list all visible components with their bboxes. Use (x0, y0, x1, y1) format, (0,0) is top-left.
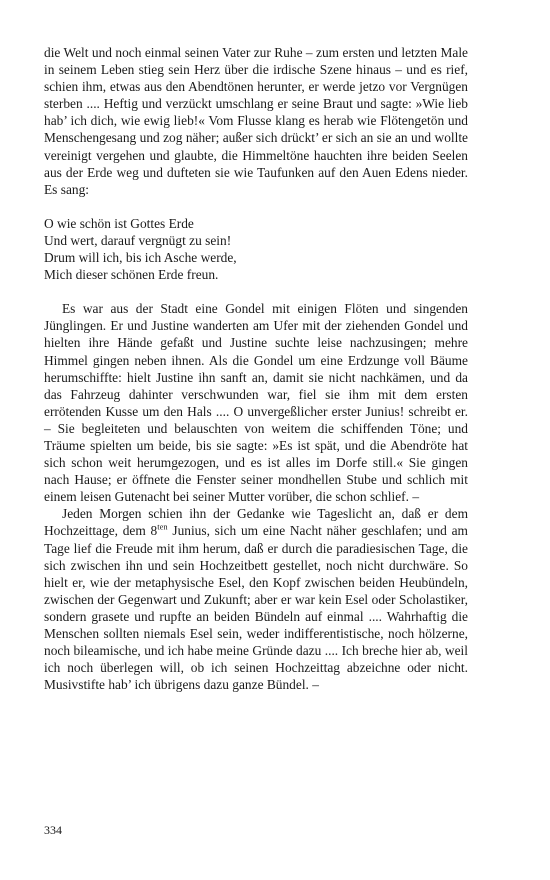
paragraph-2: Es war aus der Stadt eine Gondel mit einigen Flöten und singenden Jünglingen. Er und Justine wanderten am Ufer mit der ziehenden Gondel und hielten ihre Hände gefaßt und Justine suchte leise nachzusingen; mehre Himmel gingen neben ihnen. Als die Gondel um eine Erdzunge voll Bäume herumschiffte: hielt Justine ihn sanft an, damit sie nicht nachkämen, und da das Fahrzeug dahinter verschwunden war, fiel sie ihm mit dem ersten errötenden Kusse um den Hals .... O unvergeßlicher erster Junius! schreibt er. – Sie begleiteten und belauschten von weitem die schiffenden Töne; und Träume spielten um beide, bis sie sagte: »Es ist spät, und die Abendröte hat sich schon weit herumgezogen, und es ist alles im Dorfe still.« Sie gingen nach Hause; er öffnete die Fenster seiner mondhellen Stube und schlich mit einem leisen Gutenacht bei seiner Mutter vorüber, die schon schlief. – (44, 301, 468, 505)
verse-line-2: Und wert, darauf vergnügt zu sein! (44, 232, 232, 248)
ordinal-superscript: ten (157, 521, 168, 532)
paragraph-3-text-end: Junius, sich um eine Nacht näher geschlafen; und am Tage lief die Freude mit ihm herum, daß er durch die paradiesischen Tage, die sich zwischen ihn und sein Hochzeitbett gestellet, noch nicht durchwäre. So hielt er, wie der metaphysische Esel, den Kopf zwischen beiden Heubündeln, zwischen der Gegenwart und Zukunft; aber er war kein Esel oder Scholastiker, sondern grasete und rupfte an beiden Bündeln auf einmal .... Wahrhaftig die Menschen sollten niemals Esel sein, weder indifferentistische, noch hölzerne, noch bileamische, und ich habe meine Gründe dazu .... Ich breche hier ab, weil ich noch überlegen will, ob ich seinen Hochzeittag abzeichne oder nicht. Musivstifte hab’ ich übrigens dazu ganze Bündel. – (44, 523, 468, 693)
page-body (44, 44, 468, 693)
paragraph-1: die Welt und noch einmal seinen Vater zur Ruhe – zum ersten und letzten Male in seinem Leben stieg sein Herz über die irdische Szene hinaus – und es rief, schien ihm, etwas aus den Abendtönen herunter, er werde jetzo vor Vergnügen sterben .... Heftig und verzückt umschlang er seine Braut und sagte: »Wie lieb hab’ ich dich, wie ewig lieb!« Vom Flusse klang es herab wie Flötengetön und Menschengesang und zog näher; außer sich drückt’ er sich an sie an und wollte vereinigt vergehen und glaubte, die Himmeltöne hauchten ihre beiden Seelen aus der Erde weg und dufteten sie wie Taufunken auf den Auen Edens nieder. Es sang: (44, 45, 468, 197)
page-number: 334 (44, 823, 62, 837)
verse-line-3: Drum will ich, bis ich Asche werde, (44, 250, 237, 266)
paragraph-3-text-start: Jeden Morgen schien ihn der Gedanke wie Tageslicht an, daß er dem Hochzeittage, dem 8 (44, 506, 468, 539)
verse-line-4: Mich dieser schönen Erde freun. (44, 267, 219, 283)
stanza-gap-top (44, 198, 468, 215)
verse-line-1: O wie schön ist Gottes Erde (44, 215, 194, 231)
stanza-gap-bottom (44, 283, 468, 300)
paragraph-3 (44, 505, 468, 693)
verse-stanza (44, 215, 468, 283)
